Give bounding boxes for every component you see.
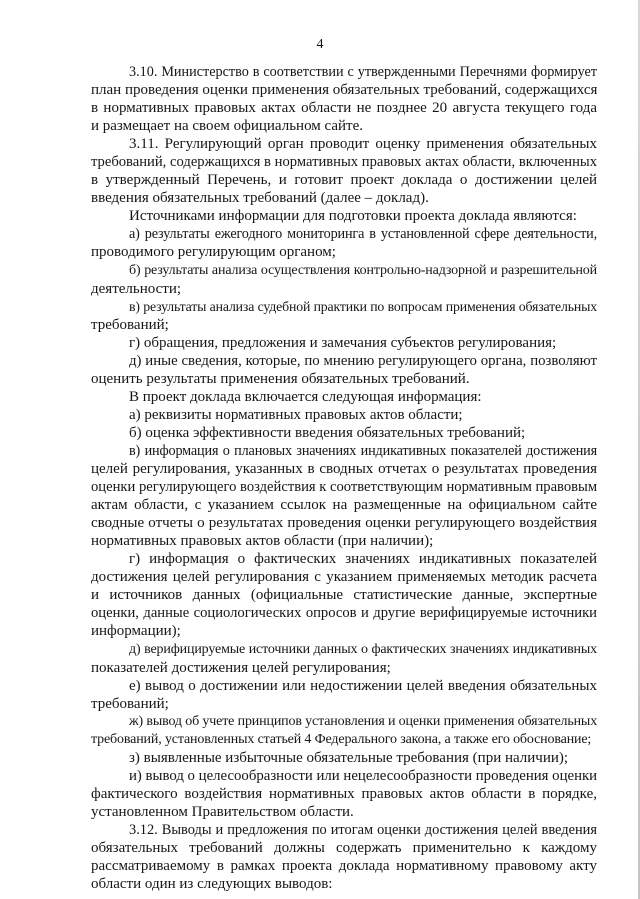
text-line: показателей достижения целей регулирования;	[91, 659, 391, 676]
text-line: проводимого регулирующим органом;	[91, 244, 336, 261]
document-body	[91, 63, 597, 893]
text-line: 3.10. Министерство в соответствии с утвержденными Перечнями формирует	[129, 64, 597, 80]
text-line: деятельности;	[91, 280, 182, 297]
paragraph-3-10	[91, 63, 597, 135]
list-item-sources-a	[91, 225, 597, 261]
text-line: а) результаты ежегодного мониторинга в установленной сфере деятельности,	[129, 226, 597, 243]
text-line: оценки регулирующего воздействия к соответствующим нормативным правовым	[91, 479, 597, 496]
text-line: требований, содержащихся в нормативных правовых актах области, включенных	[91, 154, 597, 171]
list-item-report-a	[91, 406, 597, 424]
text-line: нормативных правовых актов области (при наличии);	[91, 533, 434, 550]
text-line: д) верифицируемые источники данных о фактических значениях индикативных	[129, 641, 597, 657]
list-item-sources-v	[91, 298, 597, 334]
paragraph-report-intro	[91, 388, 597, 406]
text-line: б) результаты анализа осуществления контрольно-надзорной и разрешительной	[129, 262, 597, 278]
list-item-report-v	[91, 442, 597, 550]
text-line: Источниками информации для подготовки проекта доклада являются:	[129, 208, 577, 225]
text-line: а) реквизиты нормативных правовых актов области;	[129, 406, 463, 423]
list-item-sources-g	[91, 334, 597, 352]
text-line: целей регулирования, указанных в сводных отчетах о результатах проведения	[91, 461, 597, 478]
list-item-sources-b	[91, 262, 597, 298]
paragraph-sources-intro	[91, 207, 597, 225]
text-line: и) вывод о целесообразности или нецелесообразности проведения оценки	[129, 767, 597, 784]
text-line: в) информация о плановых значениях индикативных показателей достижения	[129, 442, 597, 459]
text-line: обязательных требований должны содержать применительно к каждому	[91, 840, 597, 857]
text-line: требований;	[91, 316, 169, 333]
text-line: требований, установленных статьей 4 Федерального закона, а также его обоснование;	[91, 731, 592, 747]
text-line: оценить результаты применения обязательных требований.	[91, 370, 470, 387]
text-line: области один из следующих выводов:	[91, 876, 333, 893]
text-line: г) информация о фактических значениях индикативных показателей	[129, 551, 597, 568]
text-line: в утвержденный Перечень, и готовит проект доклада о достижении целей	[91, 172, 597, 189]
text-line: информации);	[91, 623, 181, 640]
paragraph-3-11	[91, 135, 597, 207]
list-item-report-zh	[91, 713, 597, 749]
text-line: д) иные сведения, которые, по мнению регулирующего органа, позволяют	[129, 352, 597, 369]
page-number: 4	[316, 37, 324, 52]
text-line: 3.12. Выводы и предложения по итогам оценки достижения целей введения	[129, 821, 597, 838]
text-line: е) вывод о достижении или недостижении целей введения обязательных	[129, 677, 597, 694]
text-line: актам области, с указанием ссылок на размещенные на официальном сайте	[91, 497, 597, 514]
text-line: в нормативных правовых актах области не позднее 20 августа текущего года	[91, 100, 597, 117]
text-line: введения обязательных требований (далее – доклад).	[91, 190, 429, 207]
text-line: 3.11. Регулирующий орган проводит оценку применения обязательных	[129, 136, 597, 153]
text-line: фактического воздействия нормативных правовых актов области в порядке,	[91, 785, 597, 802]
list-item-report-z	[91, 749, 597, 767]
list-item-report-d	[91, 641, 597, 677]
paragraph-3-12	[91, 821, 597, 893]
list-item-report-i	[91, 767, 597, 821]
text-line: сводные отчеты о результатах проведения оценки регулирующего воздействия	[91, 515, 597, 532]
list-item-report-g	[91, 550, 597, 640]
list-item-report-e	[91, 677, 597, 713]
list-item-report-b	[91, 424, 597, 442]
text-line: достижения целей регулирования с указанием применяемых методик расчета	[91, 569, 597, 586]
text-line: и источников данных (официальные статистические данные, экспертные	[91, 587, 597, 604]
text-line: требований;	[91, 695, 169, 712]
text-line: В проект доклада включается следующая информация:	[129, 388, 482, 405]
text-line: и размещает на своем официальном сайте.	[91, 118, 364, 135]
text-line: установленном Правительством области.	[91, 803, 354, 820]
list-item-sources-d	[91, 352, 597, 388]
text-line: з) выявленные избыточные обязательные требования (при наличии);	[129, 749, 569, 766]
text-line: б) оценка эффективности введения обязательных требований;	[129, 424, 526, 441]
text-line: оценки, данные социологических опросов и другие верифицируемые источники	[91, 605, 597, 622]
text-line: г) обращения, предложения и замечания субъектов регулирования;	[129, 334, 557, 351]
text-line: ж) вывод об учете принципов установления и оценки применения обязательных	[129, 713, 597, 729]
text-line: в) результаты анализа судебной практики по вопросам применения обязательных	[129, 298, 597, 314]
text-line: рассматриваемому в рамках проекта доклада нормативному правовому акту	[91, 858, 597, 875]
text-line: план проведения оценки применения обязательных требований, содержащихся	[91, 82, 597, 99]
